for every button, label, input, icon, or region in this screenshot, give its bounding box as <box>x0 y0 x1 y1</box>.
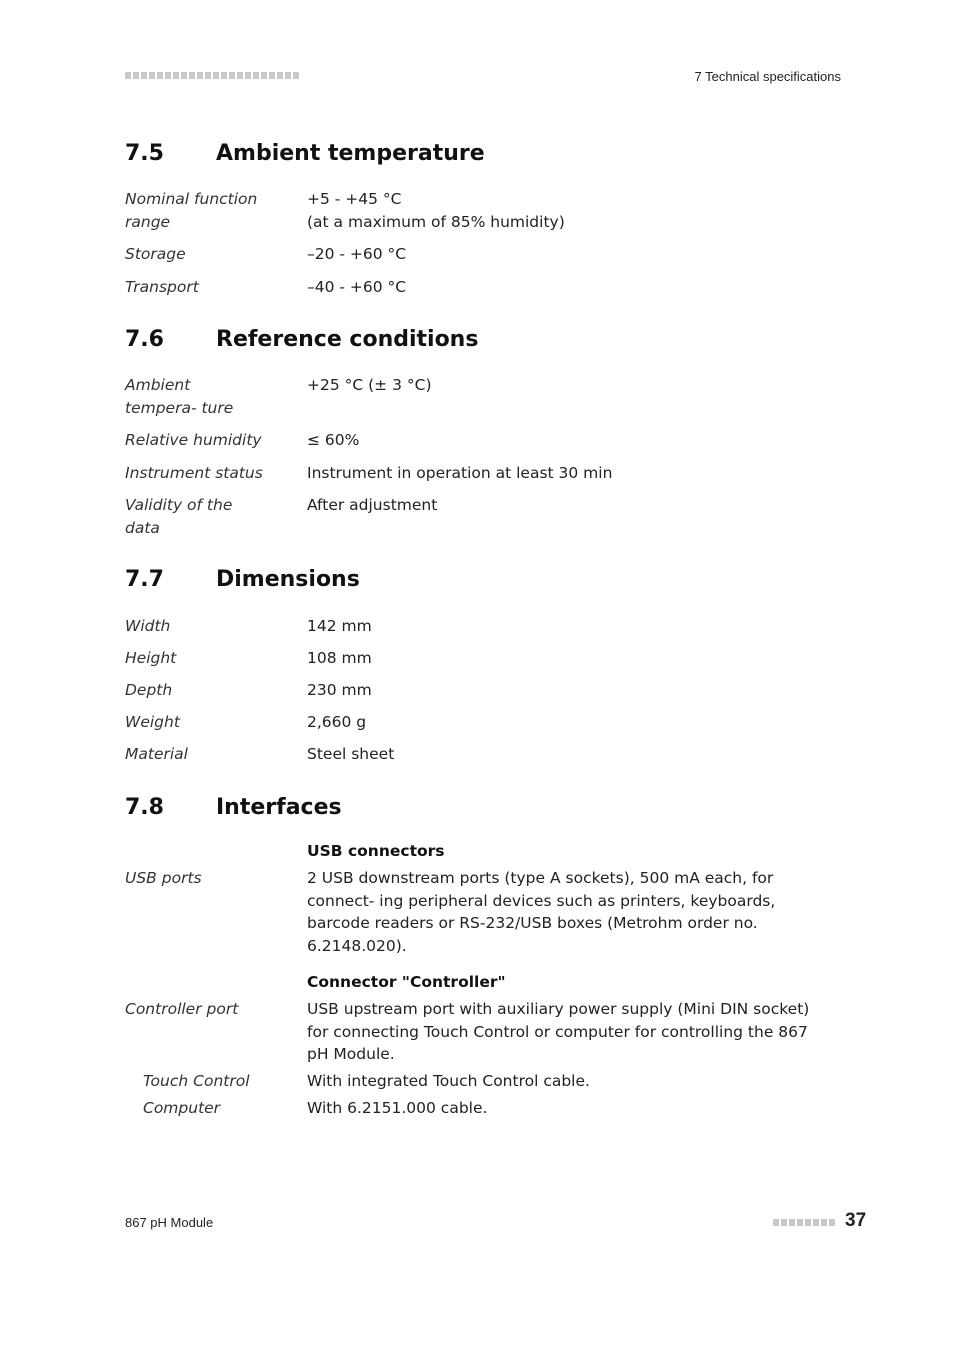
spec-label: Relative humidity <box>125 431 262 449</box>
spec-label: Transport <box>125 277 199 296</box>
spec-row <box>125 494 825 539</box>
spec-value: With integrated Touch Control cable. <box>307 1071 590 1090</box>
chapter-title: 7 Technical specifications <box>694 69 841 84</box>
spec-label: Touch Control <box>143 1071 250 1090</box>
section-number: 7.7 <box>125 567 164 592</box>
spec-value: 2,660 g <box>307 713 367 731</box>
spec-row <box>125 1070 825 1093</box>
spec-label: Nominal function range <box>125 190 258 231</box>
spec-row <box>125 374 825 419</box>
spec-label: Weight <box>125 713 180 731</box>
section-reference-conditions <box>125 327 825 539</box>
spec-value: ≤ 60% <box>307 431 360 449</box>
spec-label: Depth <box>125 681 173 699</box>
spec-value-line: +5 - +45 °C <box>307 190 402 208</box>
section-heading <box>125 567 825 592</box>
spec-row <box>125 679 825 702</box>
spec-value: –40 - +60 °C <box>307 277 407 296</box>
spec-row <box>125 615 825 638</box>
spec-value: +25 °C (± 3 °C) <box>307 376 432 394</box>
spec-value: –20 - +60 °C <box>307 245 407 263</box>
spec-row <box>125 743 825 766</box>
spec-row <box>125 867 825 957</box>
footer-decoration <box>773 1219 835 1226</box>
section-number: 7.8 <box>125 795 164 820</box>
subsection-heading: USB connectors <box>307 842 445 860</box>
spec-label: Height <box>125 649 177 667</box>
spec-row <box>125 711 825 734</box>
section-number: 7.6 <box>125 327 164 352</box>
section-heading <box>125 327 825 352</box>
spec-row <box>125 1097 825 1120</box>
header-decoration <box>125 72 299 80</box>
section-ambient-temperature <box>125 141 825 298</box>
section-title: Ambient temperature <box>216 141 485 166</box>
section-title: Dimensions <box>216 567 360 592</box>
spec-label: Material <box>125 745 188 763</box>
section-heading <box>125 141 825 166</box>
spec-value: Instrument in operation at least 30 min <box>307 463 613 482</box>
spec-row <box>125 462 825 485</box>
spec-row <box>125 276 825 299</box>
spec-label: USB ports <box>125 869 202 887</box>
spec-row <box>125 998 825 1066</box>
spec-row <box>125 243 825 266</box>
section-title: Interfaces <box>216 795 342 820</box>
spec-value: USB upstream port with auxiliary power supply (Mini DIN socket) for connecting Touch Control or computer for controlling the 867 pH Module. <box>307 1000 810 1063</box>
spec-label: Instrument status <box>125 463 263 482</box>
section-number: 7.5 <box>125 141 164 166</box>
spec-row <box>125 188 825 233</box>
spec-value: Steel sheet <box>307 745 395 763</box>
spec-label: Ambient tempera- ture <box>125 376 234 417</box>
subsection-heading: Connector "Controller" <box>307 973 506 991</box>
spec-value: After adjustment <box>307 496 438 514</box>
spec-label: Validity of the data <box>125 496 233 537</box>
spec-value: 142 mm <box>307 617 372 635</box>
spec-label: Computer <box>143 1099 221 1117</box>
spec-label: Controller port <box>125 1000 239 1018</box>
spec-label: Width <box>125 617 171 635</box>
spec-row <box>125 647 825 670</box>
section-heading <box>125 795 825 820</box>
spec-value: 2 USB downstream ports (type A sockets), 500 mA each, for connect- ing peripheral devices such as printers, keyboards, barcode readers or RS-232/USB boxes (Metrohm order no. 6.2148.020). <box>307 869 776 955</box>
spec-value: 108 mm <box>307 649 372 667</box>
spec-value: With 6.2151.000 cable. <box>307 1099 488 1117</box>
section-interfaces <box>125 795 825 1120</box>
spec-value-line: (at a maximum of 85% humidity) <box>307 212 565 231</box>
spec-value <box>307 188 807 233</box>
section-dimensions <box>125 567 825 766</box>
document-title: 867 pH Module <box>125 1215 214 1230</box>
spec-label: Storage <box>125 245 186 263</box>
spec-value: 230 mm <box>307 681 372 699</box>
spec-row <box>125 429 825 452</box>
section-title: Reference conditions <box>216 327 479 352</box>
page-number: 37 <box>845 1210 867 1231</box>
